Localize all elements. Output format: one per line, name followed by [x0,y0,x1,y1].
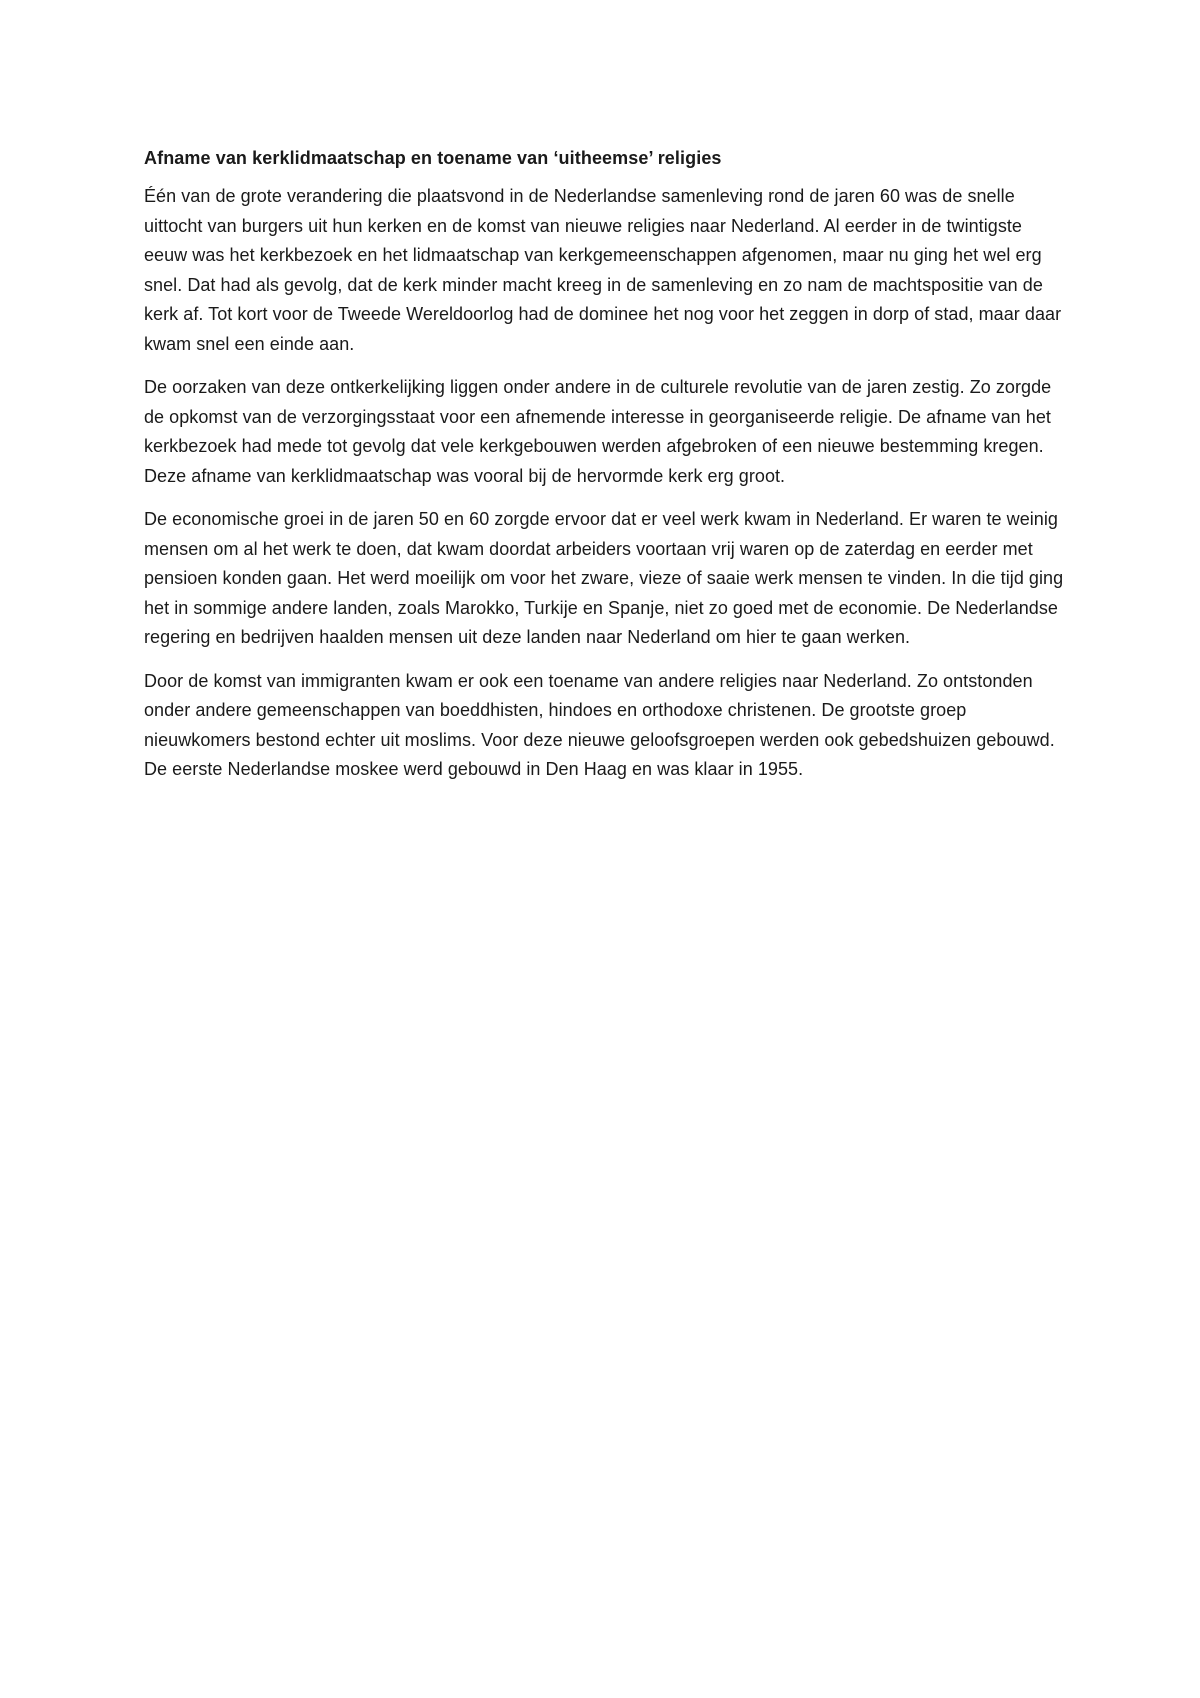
document-body [144,146,1064,799]
paragraph-2: De oorzaken van deze ontkerkelijking liggen onder andere in de culturele revolutie van de jaren zestig. Zo zorgde de opkomst van de verzorgingsstaat voor een afnemende interesse in georganiseerde religie. De afname van het kerkbezoek had mede tot gevolg dat vele kerkgebouwen werden afgebroken of een nieuwe bestemming kregen. Deze afname van kerklidmaatschap was vooral bij de hervormde kerk erg groot. [144,377,1052,486]
paragraph-1: Één van de grote verandering die plaatsvond in de Nederlandse samenleving rond de jaren 60 was de snelle uittocht van burgers uit hun kerken en de komst van nieuwe religies naar Nederland. Al eerder in de twintigste eeuw was het kerkbezoek en het lidmaatschap van kerkgemeenschappen afgenomen, maar nu ging het wel erg snel. Dat had als gevolg, dat de kerk minder macht kreeg in de samenleving en zo nam de machtspositie van de kerk af. Tot kort voor de Tweede Wereldoorlog had de dominee het nog voor het zeggen in dorp of stad, maar daar kwam snel een einde aan. [144,186,1062,354]
paragraph-4: Door de komst van immigranten kwam er ook een toename van andere religies naar Nederland. Zo ontstonden onder andere gemeenschappen van boeddhisten, hindoes en orthodoxe christenen. De grootste groep nieuwkomers bestond echter uit moslims. Voor deze nieuwe geloofsgroepen werden ook gebedshuizen gebouwd. De eerste Nederlandse moskee werd gebouwd in Den Haag en was klaar in 1955. [144,670,1055,779]
paragraph-3: De economische groei in de jaren 50 en 60 zorgde ervoor dat er veel werk kwam in Nederland. Er waren te weinig mensen om al het werk te doen, dat kwam doordat arbeiders voortaan vrij waren op de zaterdag en eerder met pensioen konden gaan. Het werd moeilijk om voor het zware, vieze of saaie werk mensen te vinden. In die tijd ging het in sommige andere landen, zoals Marokko, Turkije en Spanje, niet zo goed met de economie. De Nederlandse regering en bedrijven haalden mensen uit deze landen naar Nederland om hier te gaan werken. [144,509,1064,647]
document-title: Afname van kerklidmaatschap en toename van ‘uitheemse’ religies [144,148,722,168]
